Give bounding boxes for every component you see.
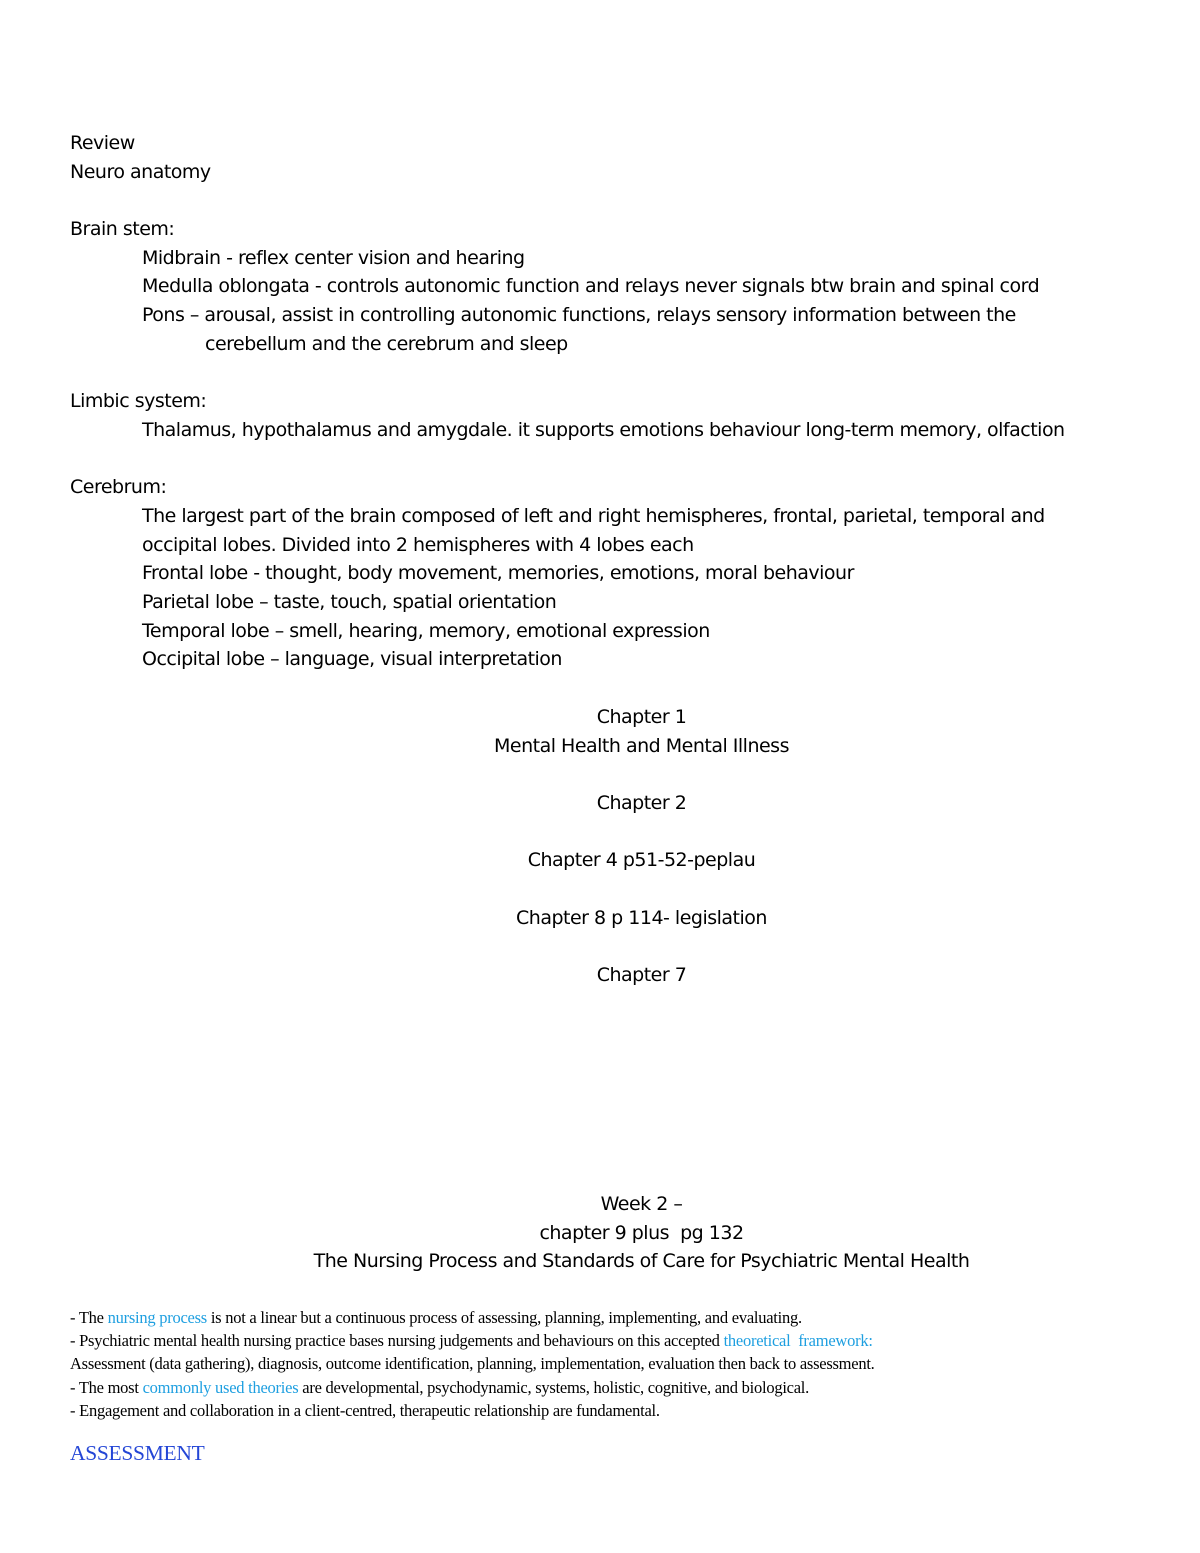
nursing-process-link[interactable]: nursing process <box>107 1308 207 1327</box>
spacer <box>0 818 1200 847</box>
commonly-used-theories-link[interactable]: commonly used theories <box>142 1377 299 1397</box>
brain-stem-item: Midbrain - reflex center vision and hearing <box>142 246 525 269</box>
week-chapter: chapter 9 plus pg 132 <box>539 1221 744 1244</box>
week-title: The Nursing Process and Standards of Care for Psychiatric Mental Health <box>313 1250 970 1273</box>
spacer <box>0 875 1200 904</box>
theoretical-framework-link[interactable]: theoretical framework <box>723 1331 869 1351</box>
note-line <box>70 1376 1150 1399</box>
chapter-title: Chapter 1 <box>596 706 687 728</box>
note-text: - Psychiatric mental health nursing practice bases nursing judgements and behaviours on this accepted <box>70 1331 724 1351</box>
week-heading <box>0 1190 1200 1276</box>
limbic-heading: Limbic system: <box>70 390 207 413</box>
chapter-title: Chapter 4 p51-52-peplau <box>527 849 756 872</box>
chapter-title: Chapter 2 <box>596 792 687 815</box>
cerebrum-item: The largest part of the brain composed of left and right hemispheres, frontal, parietal, temporal and <box>142 504 1045 527</box>
spacer <box>70 359 1150 388</box>
note-text: : <box>868 1331 873 1351</box>
brain-stem-item: Medulla oblongata - controls autonomic function and relays never signals btw brain and spinal cord <box>142 275 1040 298</box>
chapter-list <box>0 703 1200 990</box>
note-line <box>70 1306 1150 1329</box>
review-subtitle: Neuro anatomy <box>70 160 211 183</box>
note-text: are developmental, psychodynamic, systems, holistic, cognitive, and biological. <box>298 1377 810 1397</box>
note-text: - The <box>70 1308 108 1327</box>
cerebrum-item: Parietal lobe – taste, touch, spatial orientation <box>142 591 557 613</box>
chapter-title: Chapter 8 p 114- legislation <box>516 906 767 929</box>
spacer <box>0 933 1200 962</box>
chapter-title: Chapter 7 <box>596 964 687 987</box>
brain-stem-item: Pons – arousal, assist in controlling autonomic functions, relays sensory information between the <box>142 304 1016 327</box>
cerebrum-heading: Cerebrum: <box>70 476 167 499</box>
cerebrum-item: Temporal lobe – smell, hearing, memory, emotional expression <box>142 619 710 642</box>
spacer <box>0 760 1200 789</box>
note-line <box>70 1329 1150 1352</box>
assessment-heading: ASSESSMENT <box>70 1441 205 1465</box>
cerebrum-item: Occipital lobe – language, visual interpretation <box>142 648 562 671</box>
note-line: - Engagement and collaboration in a client-centred, therapeutic relationship are fundamental. <box>70 1400 660 1420</box>
brain-stem-continuation: cerebellum and the cerebrum and sleep <box>205 332 568 355</box>
limbic-item: Thalamus, hypothalamus and amygdale. it supports emotions behaviour long-term memory, olfaction <box>142 418 1065 441</box>
spacer <box>70 445 1150 474</box>
notes-section <box>70 1306 1150 1422</box>
review-section <box>70 129 1150 674</box>
brain-stem-heading: Brain stem: <box>70 218 175 241</box>
note-text: - The most <box>70 1377 143 1397</box>
week-label: Week 2 – <box>600 1193 683 1215</box>
note-line: Assessment (data gathering), diagnosis, outcome identification, planning, implementation, evaluation then back to assessment. <box>70 1354 875 1374</box>
review-title: Review <box>70 132 135 154</box>
spacer <box>70 186 1150 215</box>
cerebrum-item: Frontal lobe - thought, body movement, memories, emotions, moral behaviour <box>142 562 854 585</box>
chapter-subtitle: Mental Health and Mental Illness <box>494 734 789 757</box>
cerebrum-item: occipital lobes. Divided into 2 hemispheres with 4 lobes each <box>142 533 694 556</box>
note-text: is not a linear but a continuous process of assessing, planning, implementing, and evaluating. <box>206 1308 802 1327</box>
